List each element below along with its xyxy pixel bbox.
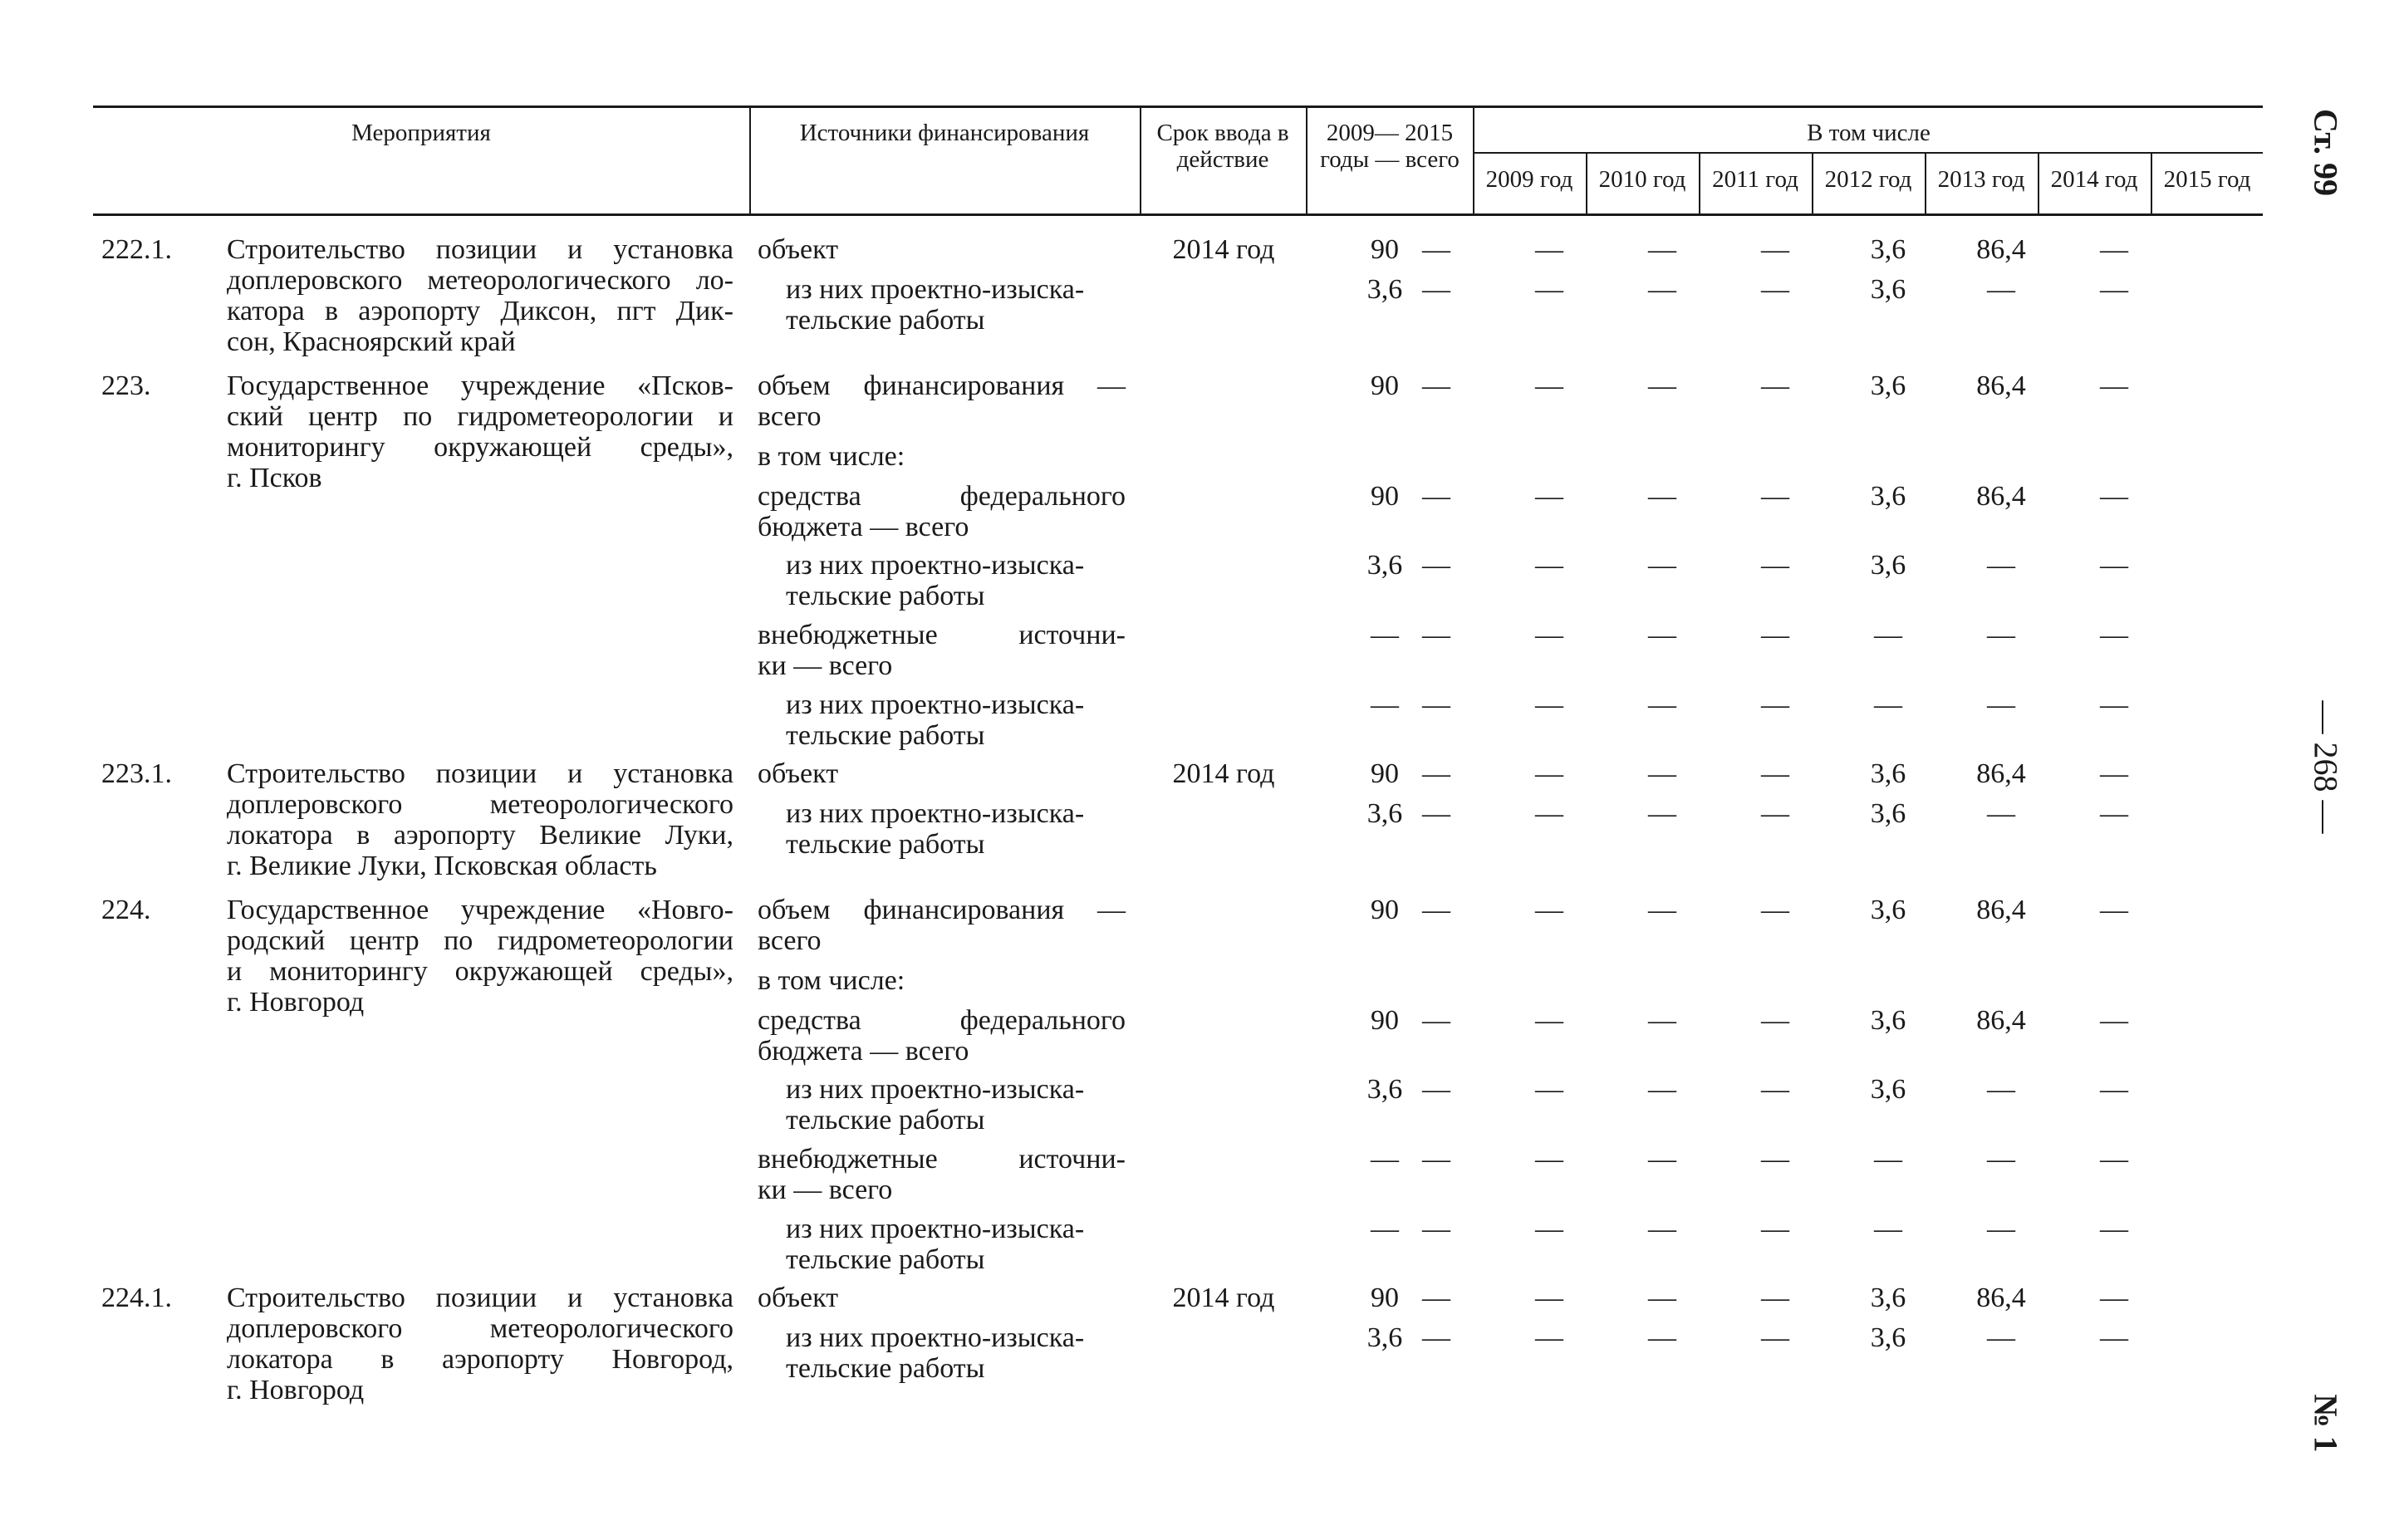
event-name-line: катора в аэропорту Диксон, пгт Дик- [227,296,733,326]
event-name-line: локатора в аэропорту Великие Луки, [227,820,733,851]
event-name-line: ский центр по гидрометеорологии и [227,401,733,432]
year-value: — [1535,274,1563,305]
year-value: — [2100,1283,2128,1313]
source-line: тельские работы [786,1353,985,1384]
year-value: — [1535,798,1563,829]
year-value: — [2100,1005,2128,1036]
total-value: 3,6 [1366,550,1403,581]
year-value: — [1987,274,2015,305]
source-line: в том числе: [758,965,905,996]
event-name-line: доплеровского метеорологического [227,1313,733,1344]
event-name-line: г. Новгород [227,1375,365,1405]
year-value: — [1761,1144,1789,1175]
year-value: — [1535,1005,1563,1036]
year-value: — [2100,758,2128,789]
year-value: — [2100,550,2128,581]
header-term: Срок ввода в действие [1156,120,1289,173]
source-line: тельские работы [786,581,985,611]
year-value: — [1422,274,1450,305]
source-line: в том числе: [758,441,905,472]
source-line: из них проектно-изыска- [786,1322,1085,1353]
total-value: 90 [1371,1005,1399,1036]
header-year: 2010 год [1598,166,1686,193]
year-value: — [1422,1322,1450,1353]
side-issue: № 1 [2307,1394,2345,1453]
event-name-line: Государственное учреждение «Новго- [227,895,733,925]
year-value: — [1648,234,1676,265]
year-value: — [2100,1322,2128,1353]
year-value: — [1422,1214,1450,1244]
header-year: 2015 год [2163,166,2251,193]
year-value: 86,4 [1976,895,2026,925]
total-value: 90 [1371,1283,1399,1313]
year-value: — [1987,550,2015,581]
year-value: — [1874,620,1902,650]
event-number: 223. [101,370,151,401]
source-line: из них проектно-изыска- [786,689,1085,720]
year-value: — [1422,550,1450,581]
source-line: тельские работы [786,720,985,751]
year-value: — [2100,1144,2128,1175]
header-events: Мероприятия [351,120,491,146]
source-line: средства федерального [758,481,1126,512]
year-value: — [1648,620,1676,650]
year-value: — [1648,481,1676,512]
year-value: — [1422,1074,1450,1105]
year-value: — [1535,1144,1563,1175]
event-name-line: Государственное учреждение «Псков- [227,370,733,401]
header-year: 2012 год [1824,166,1912,193]
source-line: средства федерального [758,1005,1126,1036]
source-line: из них проектно-изыска- [786,1074,1085,1105]
year-value: — [1535,895,1563,925]
year-value: — [1422,234,1450,265]
event-name-line: Строительство позиции и установка [227,758,733,789]
year-value: — [2100,620,2128,650]
year-value: — [1761,689,1789,720]
year-value: — [1648,1322,1676,1353]
year-value: — [1648,689,1676,720]
source-line: объем финансирования — [758,370,1126,401]
year-value: — [1535,1074,1563,1105]
year-value: 86,4 [1976,1005,2026,1036]
year-value: — [1648,798,1676,829]
year-value: — [2100,1074,2128,1105]
side-page-number: — 268 — [2307,700,2345,834]
event-name-line: мониторингу окружающей среды», [227,432,733,463]
source-line: из них проектно-изыска- [786,550,1085,581]
year-value: — [1761,1214,1789,1244]
year-value: — [1987,620,2015,650]
source-line: всего [758,401,822,432]
year-value: — [1422,895,1450,925]
term-value: 2014 год [1172,758,1275,789]
event-name-line: Строительство позиции и установка [227,1283,733,1313]
source-line: тельские работы [786,1244,985,1275]
year-value: — [1874,1214,1902,1244]
year-value: — [1648,1283,1676,1313]
source-line: ки — всего [758,650,893,681]
total-value: 90 [1371,758,1399,789]
year-value: — [1761,481,1789,512]
event-name-line: родский центр по гидрометеорологии [227,925,733,956]
source-line: объект [758,234,839,265]
year-value: 3,6 [1870,895,1906,925]
year-value: — [1535,758,1563,789]
total-value: — [1371,1144,1399,1175]
event-name-line: сон, Красноярский край [227,326,516,357]
event-name-line: Строительство позиции и установка [227,234,733,265]
event-number: 223.1. [101,758,172,789]
year-value: 3,6 [1870,798,1906,829]
year-value: — [1987,1144,2015,1175]
event-number: 224.1. [101,1283,172,1313]
header-year: 2014 год [2050,166,2138,193]
year-value: 3,6 [1870,234,1906,265]
event-name-line: г. Псков [227,463,322,493]
year-value: — [1761,1005,1789,1036]
header-year: 2011 год [1712,166,1798,193]
year-value: — [1987,1322,2015,1353]
side-page-label: Ст. 99 [2307,109,2345,196]
source-line: из них проектно-изыска- [786,1214,1085,1244]
year-value: 3,6 [1870,758,1906,789]
total-value: 3,6 [1366,798,1403,829]
year-value: 3,6 [1870,1283,1906,1313]
year-value: — [1422,620,1450,650]
year-value: — [1422,758,1450,789]
event-number: 222.1. [101,234,172,265]
term-value: 2014 год [1172,234,1275,265]
total-value: 3,6 [1366,1322,1403,1353]
year-value: — [1761,274,1789,305]
total-value: 3,6 [1366,1074,1403,1105]
source-line: тельские работы [786,829,985,860]
year-value: — [1535,1214,1563,1244]
year-value: — [1987,1074,2015,1105]
year-value: — [2100,689,2128,720]
year-value: — [1874,1144,1902,1175]
table-header [93,105,2263,216]
source-line: ки — всего [758,1175,893,1205]
year-value: — [1648,1214,1676,1244]
total-value: 90 [1371,895,1399,925]
year-value: — [1422,689,1450,720]
year-value: — [2100,895,2128,925]
year-value: — [1648,370,1676,401]
header-year: 2013 год [1937,166,2025,193]
year-value: — [1761,895,1789,925]
year-value: — [1535,620,1563,650]
year-value: — [1648,550,1676,581]
source-line: бюджета — всего [758,512,969,542]
total-value: — [1371,689,1399,720]
year-value: — [1761,798,1789,829]
year-value: 86,4 [1976,1283,2026,1313]
year-value: — [1761,758,1789,789]
year-value: — [1422,481,1450,512]
year-value: — [1422,1283,1450,1313]
year-value: — [1761,370,1789,401]
total-value: 90 [1371,481,1399,512]
year-value: — [1761,550,1789,581]
event-name-line: и мониторингу окружающей среды», [227,956,733,987]
year-value: — [1648,758,1676,789]
source-line: внебюджетные источни- [758,1144,1126,1175]
year-value: 86,4 [1976,481,2026,512]
year-value: 3,6 [1870,550,1906,581]
year-value: 3,6 [1870,481,1906,512]
year-value: 3,6 [1870,1005,1906,1036]
year-value: — [1648,895,1676,925]
year-value: — [1422,798,1450,829]
total-value: 90 [1371,234,1399,265]
year-value: — [1761,1074,1789,1105]
total-value: 90 [1371,370,1399,401]
event-name-line: г. Великие Луки, Псковская область [227,851,657,881]
header-including: В том числе [1807,120,1931,146]
source-line: бюджета — всего [758,1036,969,1067]
total-value: 3,6 [1366,274,1403,305]
year-value: — [2100,234,2128,265]
source-line: из них проектно-изыска- [786,798,1085,829]
source-line: тельские работы [786,1105,985,1135]
source-line: объем финансирования — [758,895,1126,925]
total-value: — [1371,620,1399,650]
header-year: 2009 год [1485,166,1573,193]
year-value: — [1761,1283,1789,1313]
header-total: 2009— 2015 годы — всего [1320,120,1460,173]
year-value: — [1648,1005,1676,1036]
year-value: — [1648,274,1676,305]
event-name-line: локатора в аэропорту Новгород, [227,1344,733,1375]
year-value: — [1874,689,1902,720]
event-name-line: доплеровского метеорологического [227,789,733,820]
year-value: — [2100,1214,2128,1244]
source-line: тельские работы [786,305,985,336]
year-value: 86,4 [1976,234,2026,265]
source-line: объект [758,758,839,789]
year-value: — [1648,1074,1676,1105]
year-value: — [1987,798,2015,829]
year-value: — [2100,798,2128,829]
event-name-line: г. Новгород [227,987,365,1018]
year-value: — [1535,370,1563,401]
year-value: — [2100,481,2128,512]
source-line: всего [758,925,822,956]
event-name-line: доплеровского метеорологического ло- [227,265,733,296]
year-value: 3,6 [1870,274,1906,305]
year-value: — [1535,689,1563,720]
year-value: — [1761,234,1789,265]
year-value: — [1535,481,1563,512]
year-value: — [2100,370,2128,401]
year-value: 86,4 [1976,370,2026,401]
year-value: 86,4 [1976,758,2026,789]
source-line: объект [758,1283,839,1313]
year-value: — [1761,1322,1789,1353]
year-value: — [1422,1005,1450,1036]
year-value: 3,6 [1870,1322,1906,1353]
source-line: внебюджетные источни- [758,620,1126,650]
year-value: — [1535,1283,1563,1313]
term-value: 2014 год [1172,1283,1275,1313]
year-value: — [1422,1144,1450,1175]
header-sources: Источники финансирования [799,120,1090,146]
year-value: — [1987,1214,2015,1244]
event-number: 224. [101,895,151,925]
total-value: — [1371,1214,1399,1244]
source-line: из них проектно-изыска- [786,274,1085,305]
year-value: — [1422,370,1450,401]
year-value: 3,6 [1870,370,1906,401]
year-value: — [1535,1322,1563,1353]
year-value: — [1648,1144,1676,1175]
year-value: 3,6 [1870,1074,1906,1105]
year-value: — [1535,550,1563,581]
year-value: — [1535,234,1563,265]
year-value: — [1761,620,1789,650]
year-value: — [1987,689,2015,720]
year-value: — [2100,274,2128,305]
